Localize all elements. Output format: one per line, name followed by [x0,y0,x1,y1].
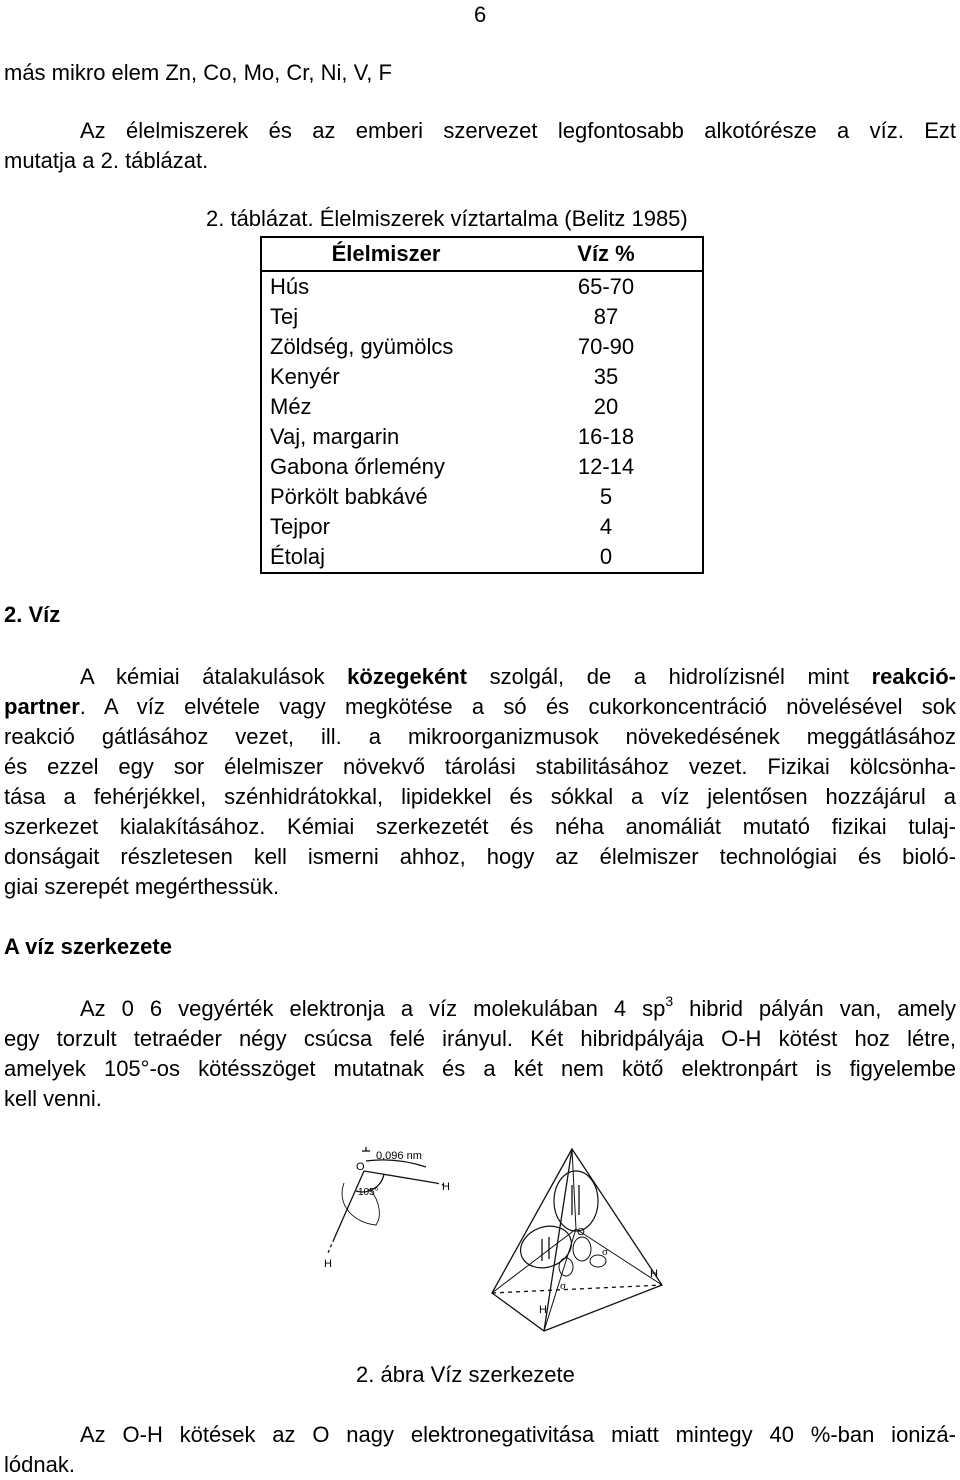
food-name: Méz [270,394,312,419]
para2-line-3: amelyek 105°-os kötésszöget mutatnak és a két nem kötő elektronpárt is figyelembe [4,1056,956,1081]
final-paragraph [4,1420,956,1480]
water-value: 65-70 [577,274,635,299]
sigma-label-2: σ [560,1280,566,1292]
water-content-table [260,236,704,574]
table-row [261,422,703,452]
para2-line-2: egy torzult tetraéder négy csúcsa felé irányul. Két hibridpályája O-H kötést hoz létre, [4,1026,956,1051]
intro-line: más mikro elem Zn, Co, Mo, Cr, Ni, V, F [4,60,392,85]
figure-caption: 2. ábra Víz szerkezete [356,1362,575,1387]
intro-paragraph [4,116,956,176]
water-value: 87 [593,304,619,329]
para1-line-6: szerkezet kialakításához. Kémiai szerkezetét és néha anomáliát mutató fizikai tulaj- [4,814,956,839]
water-value: 5 [599,484,613,509]
table-row [261,362,703,392]
bond-angle-label: 105° [358,1187,379,1198]
para1-line-3: reakció gátlásához vezet, ill. a mikroorganizmusok növekedésének meggátlásához [4,724,956,749]
table-header-row [261,237,703,271]
table-row [261,332,703,362]
para1-line-4: és ezzel egy sor élelmiszer növekvő tárolási stabilitásához vezet. Fizikai kölcsönha- [4,754,956,779]
water-value: 20 [593,394,619,419]
para1-line-1: A kémiai átalakulások közegeként szolgál, de a hidrolízisnél mint reakció- [80,664,956,689]
sigma-label-1: σ [602,1246,608,1258]
food-name: Tej [270,304,299,329]
left-hydrogen-label-1: H [442,1181,450,1193]
table-row [261,302,703,332]
table-row [261,271,703,302]
section-heading: 2. Víz [4,602,61,627]
final-line-2: lódnak. [4,1452,75,1477]
bond-length-label: 0,096 nm [376,1150,422,1162]
subheading: A víz szerkezete [4,934,172,959]
water-value: 16-18 [577,424,635,449]
water-value: 12-14 [577,454,635,479]
food-name: Kenyér [270,364,340,389]
food-name: Gabona őrlemény [270,454,445,479]
table-caption: 2. táblázat. Élelmiszerek víztartalma (Belitz 1985) [206,206,688,231]
para1-line-2: partner. A víz elvétele vagy megkötése a só és cukorkoncentráció növelésével sok [4,694,956,719]
food-name: Étolaj [270,544,326,569]
left-oxygen-label: O [356,1161,365,1173]
table-header-water: Víz % [510,237,703,271]
food-name: Zöldség, gyümölcs [270,334,454,359]
bond-angle-diagram [328,1147,444,1253]
para2-line-4: kell venni. [4,1086,102,1111]
table-row [261,482,703,512]
right-oxygen-label: O [577,1227,585,1238]
para1-line-8: giai szerepét megérthessük. [4,874,280,899]
water-value: 4 [599,514,613,539]
tetrahedron-diagram [492,1149,662,1331]
left-hydrogen-label-2: H [324,1258,332,1270]
table-row [261,512,703,542]
water-value: 70-90 [577,334,635,359]
para2-line-1: Az 0 6 vegyérték elektronja a víz molekulában 4 $sp^3$ hibrid pályán van, amely [80,994,956,1021]
food-name: Tejpor [270,514,330,539]
food-name: Hús [270,274,310,299]
para1-line-7: donságait részletesen kell ismerni ahhoz, hogy az élelmiszer technológiai és bioló- [4,844,956,869]
water-structure-figure [276,1143,696,1343]
table-row [261,452,703,482]
water-value: 0 [599,544,613,569]
water-value: 35 [593,364,619,389]
right-hydrogen-label-1: H [650,1268,658,1280]
body-paragraph-1 [4,662,956,902]
food-name: Vaj, margarin [270,424,400,449]
table-row [261,392,703,422]
superscript-3: 3 [665,994,674,1009]
intro-line-1: Az élelmiszerek és az emberi szervezet legfontosabb alkotórésze a víz. Ezt [80,118,956,143]
page-number: 6 [474,2,487,27]
intro-line-2: mutatja a 2. táblázat. [4,148,209,173]
table-header-food: Élelmiszer [261,237,510,271]
table-row [261,542,703,573]
food-name: Pörkölt babkávé [270,484,428,509]
para1-line-5: tása a fehérjékkel, szénhidrátokkal, lipidekkel és sókkal a víz jelentősen hozzájárul a [4,784,956,809]
final-line-1: Az O-H kötések az O nagy elektronegativitása miatt mintegy 40 %-ban ionizá- [80,1422,956,1447]
right-hydrogen-label-2: H [539,1304,547,1316]
body-paragraph-2 [4,994,956,1114]
